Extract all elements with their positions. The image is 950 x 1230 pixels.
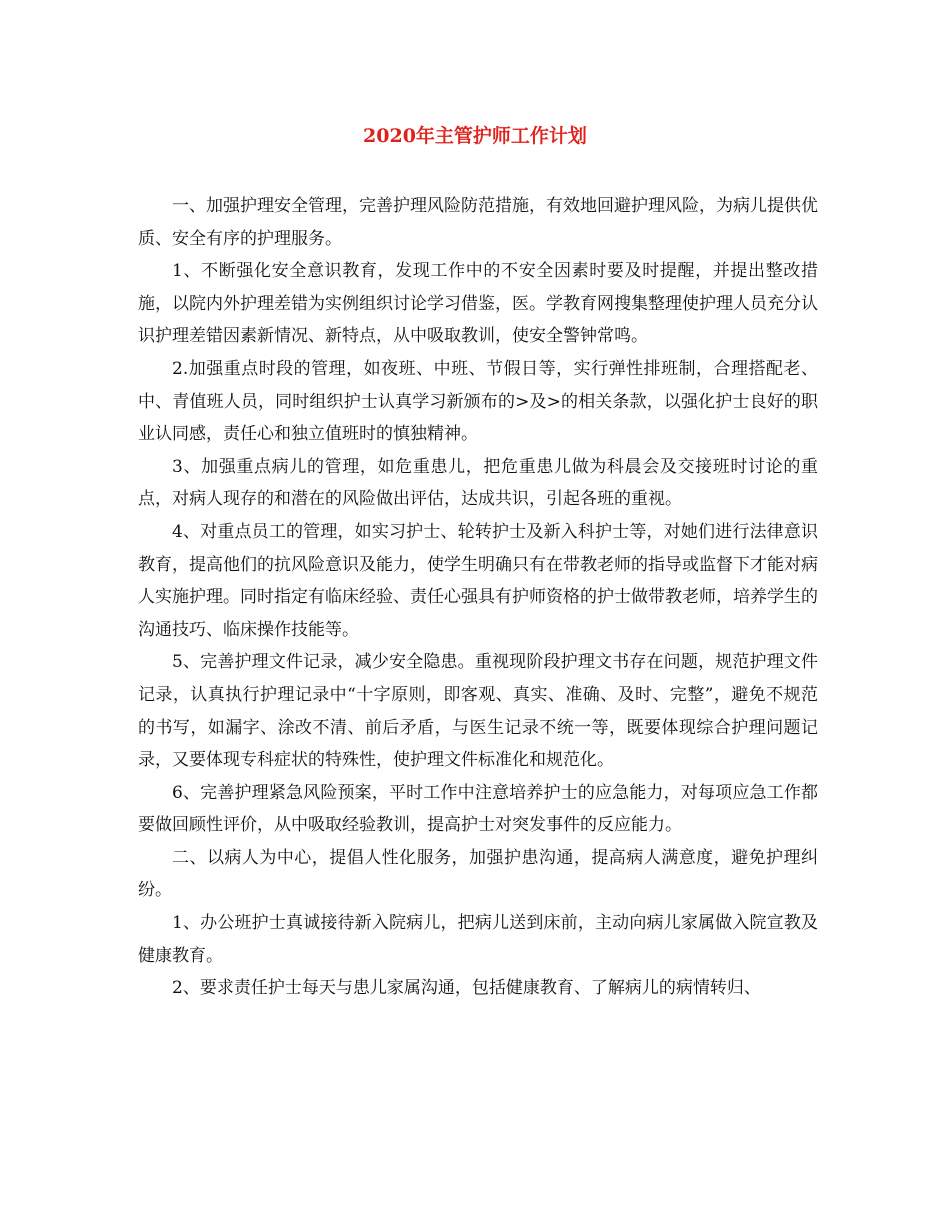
paragraph-item-6: 6、完善护理紧急风险预案，平时工作中注意培养护士的应急能力，对每项应急工作都要做回顾性评价，从中吸取经验教训，提高护士对突发事件的反应能力。: [138, 782, 818, 836]
paragraph-item-2: 2.加强重点时段的管理，如夜班、中班、节假日等，实行弹性排班制，合理搭配老、中、青值班人员，同时组织护士认真学习新颁布的>及>的相关条款，以强化护士良好的职业认同感，责任心和独立值班时的慎独精神。: [138, 358, 818, 445]
paragraph-item-4: 4、对重点员工的管理，如实习护士、轮转护士及新入科护士等，对她们进行法律意识教育，提高他们的抗风险意识及能力，使学生明确只有在带教老师的指导或监督下才能对病人实施护理。同时指定有临床经验、责任心强具有护师资格的护士做带教老师，培养学生的沟通技巧、临床操作技能等。: [138, 521, 818, 640]
paragraph-item-1: 1、不断强化安全意识教育，发现工作中的不安全因素时要及时提醒，并提出整改措施，以院内外护理差错为实例组织讨论学习借鉴，医。学教育网搜集整理使护理人员充分认识护理差错因素新情况、新特点，从中吸取教训，使安全警钟常鸣。: [138, 261, 818, 347]
paragraph-section-two-item-2: 2、要求责任护士每天与患儿家属沟通，包括健康教育、了解病儿的病情转归、: [172, 978, 761, 999]
paragraph-section-one-heading: 一、加强护理安全管理，完善护理风险防范措施，有效地回避护理风险，为病儿提供优质、安全有序的护理服务。: [138, 196, 818, 249]
document-body: [138, 190, 818, 1005]
paragraph-section-two-heading: 二、以病人为中心，提倡人性化服务，加强护患沟通，提高病人满意度，避免护理纠纷。: [138, 847, 818, 901]
paragraph-section-two-item-1: 1、办公班护士真诚接待新入院病儿，把病儿送到床前，主动向病儿家属做入院宣教及健康教育。: [138, 913, 818, 966]
document-title: 2020年主管护师工作计划: [363, 125, 587, 147]
paragraph-item-5: 5、完善护理文件记录，减少安全隐患。重视现阶段护理文书存在问题，规范护理文件记录，认真执行护理记录中“十字原则，即客观、真实、准确、及时、完整”，避免不规范的书写，如漏字、涂改不清、前后矛盾，与医生记录不统一等，既要体现综合护理问题记录，又要体现专科症状的特殊性，使护理文件标准化和规范化。: [138, 652, 818, 771]
paragraph-item-3: 3、加强重点病儿的管理，如危重患儿，把危重患儿做为科晨会及交接班时讨论的重点，对病人现存的和潜在的风险做出评估，达成共识，引起各班的重视。: [138, 456, 818, 510]
